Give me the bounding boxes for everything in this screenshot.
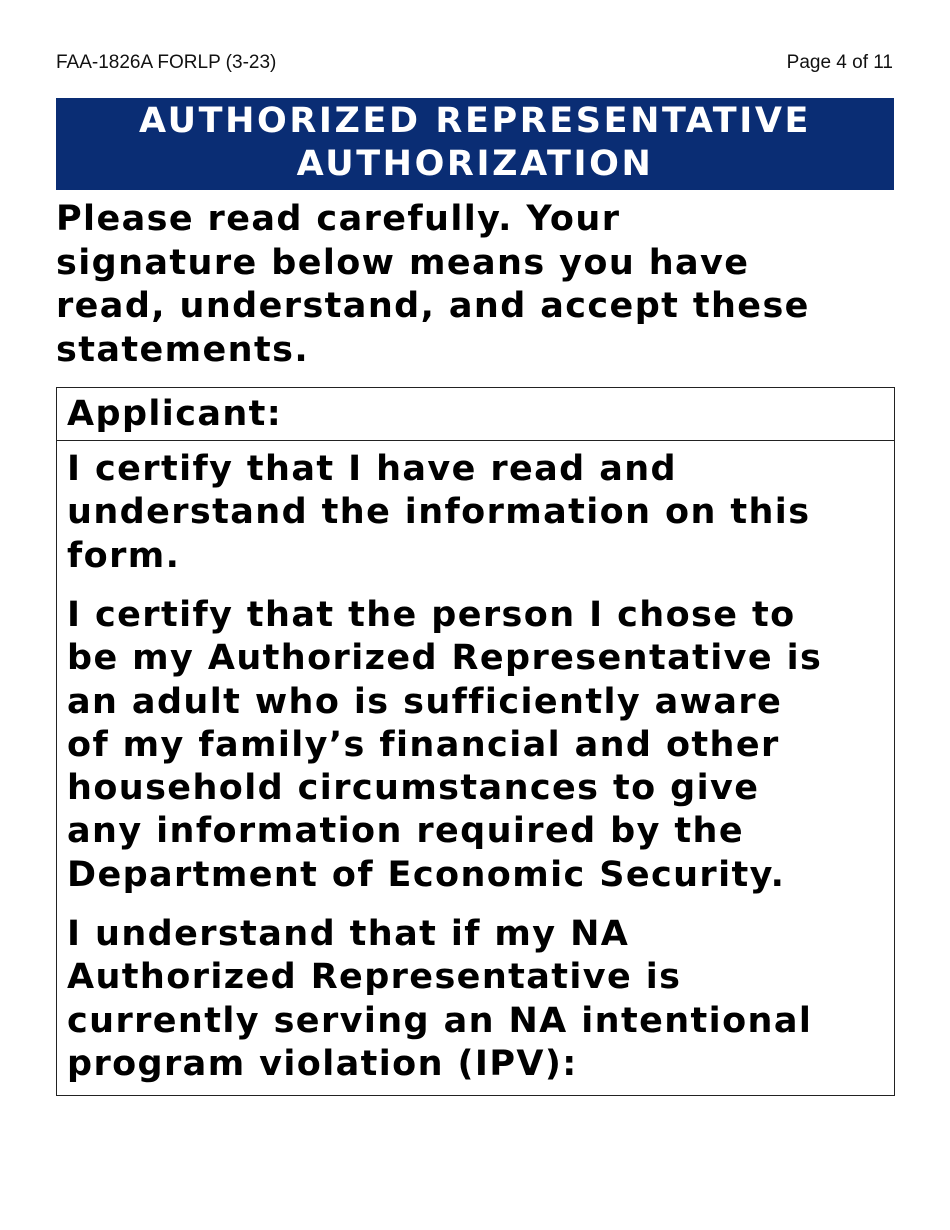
form-id: FAA-1826A FORLP (3-23) xyxy=(56,52,277,73)
statement-line: any information required by the xyxy=(67,811,744,852)
page-number: Page 4 of 11 xyxy=(786,52,893,73)
intro-line: read, understand, and accept these xyxy=(56,286,810,326)
section-title-line: AUTHORIZATION xyxy=(296,144,654,184)
statement-line: I understand that if my NA xyxy=(67,914,630,954)
section-title-line: AUTHORIZED REPRESENTATIVE xyxy=(138,101,812,141)
statement-line: I certify that the person I chose to xyxy=(67,595,796,635)
statement-line: household circumstances to give xyxy=(67,768,760,809)
statement-line: Department of Economic Security. xyxy=(67,854,786,895)
intro-line: Please read carefully. Your xyxy=(56,199,621,239)
statement-read-understand xyxy=(67,448,810,578)
statement-line: understand the information on this xyxy=(67,492,811,533)
statement-line: be my Authorized Representative is xyxy=(67,638,823,679)
statement-representative-adult xyxy=(67,594,822,897)
statement-line: currently serving an NA intentional xyxy=(67,1000,813,1041)
section-title-band xyxy=(56,98,894,190)
applicant-heading: Applicant: xyxy=(57,388,894,441)
statement-ipv xyxy=(67,913,812,1086)
intro-instructions xyxy=(56,198,906,372)
statement-line: of my family’s financial and other xyxy=(67,724,780,765)
intro-line: statements. xyxy=(56,329,310,370)
statement-line: an adult who is sufficiently aware xyxy=(67,681,783,722)
applicant-statements-box xyxy=(56,387,895,1096)
statement-line: I certify that I have read and xyxy=(67,449,678,489)
intro-line: signature below means you have xyxy=(56,242,750,283)
statement-line: program violation (IPV): xyxy=(67,1043,578,1084)
statement-line: Authorized Representative is xyxy=(67,957,682,998)
statement-line: form. xyxy=(67,535,181,576)
